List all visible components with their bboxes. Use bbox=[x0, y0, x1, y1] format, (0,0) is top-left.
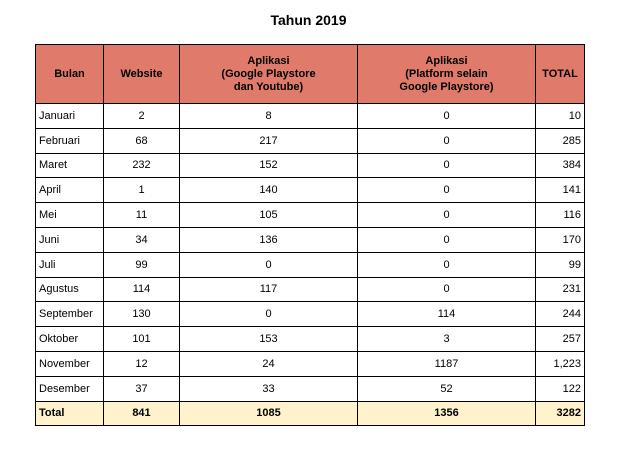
total-other: 1356 bbox=[358, 401, 536, 425]
data-table bbox=[35, 44, 585, 426]
cell-bulan: Desember bbox=[36, 376, 104, 401]
cell-website: 37 bbox=[104, 376, 180, 401]
cell-total: 257 bbox=[536, 327, 585, 352]
table-row bbox=[36, 351, 585, 376]
cell-website: 232 bbox=[104, 153, 180, 178]
total-google: 1085 bbox=[180, 401, 358, 425]
cell-google: 105 bbox=[180, 203, 358, 228]
table-row bbox=[36, 203, 585, 228]
header-app-other-line: (Platform selain bbox=[405, 67, 488, 80]
cell-total: 10 bbox=[536, 104, 585, 129]
table-row bbox=[36, 277, 585, 302]
cell-website: 1 bbox=[104, 178, 180, 203]
cell-website: 114 bbox=[104, 277, 180, 302]
cell-website: 11 bbox=[104, 203, 180, 228]
cell-bulan: November bbox=[36, 351, 104, 376]
table-body bbox=[36, 104, 585, 402]
cell-google: 33 bbox=[180, 376, 358, 401]
cell-bulan: Agustus bbox=[36, 277, 104, 302]
cell-other: 0 bbox=[358, 178, 536, 203]
cell-total: 141 bbox=[536, 178, 585, 203]
cell-website: 34 bbox=[104, 227, 180, 252]
cell-website: 99 bbox=[104, 252, 180, 277]
cell-bulan: Januari bbox=[36, 104, 104, 129]
header-app-google-line: (Google Playstore bbox=[221, 67, 316, 80]
cell-google: 152 bbox=[180, 153, 358, 178]
cell-other: 0 bbox=[358, 227, 536, 252]
cell-google: 153 bbox=[180, 327, 358, 352]
cell-bulan: April bbox=[36, 178, 104, 203]
header-website: Website bbox=[104, 45, 180, 104]
cell-other: 114 bbox=[358, 302, 536, 327]
cell-website: 12 bbox=[104, 351, 180, 376]
header-app-google-line: Aplikasi bbox=[247, 54, 290, 67]
cell-google: 140 bbox=[180, 178, 358, 203]
cell-website: 68 bbox=[104, 128, 180, 153]
cell-other: 1187 bbox=[358, 351, 536, 376]
table-row bbox=[36, 178, 585, 203]
cell-google: 0 bbox=[180, 302, 358, 327]
table-row bbox=[36, 104, 585, 129]
table-row bbox=[36, 302, 585, 327]
table-row bbox=[36, 327, 585, 352]
cell-bulan: September bbox=[36, 302, 104, 327]
cell-total: 122 bbox=[536, 376, 585, 401]
cell-other: 3 bbox=[358, 327, 536, 352]
cell-total: 285 bbox=[536, 128, 585, 153]
cell-total: 244 bbox=[536, 302, 585, 327]
cell-bulan: Februari bbox=[36, 128, 104, 153]
cell-other: 52 bbox=[358, 376, 536, 401]
header-row bbox=[36, 45, 585, 104]
cell-bulan: Maret bbox=[36, 153, 104, 178]
table-row bbox=[36, 128, 585, 153]
cell-bulan: Oktober bbox=[36, 327, 104, 352]
header-app-google-line: dan Youtube) bbox=[233, 80, 304, 93]
header-app-other-line: Google Playstore) bbox=[399, 80, 494, 93]
cell-total: 384 bbox=[536, 153, 585, 178]
cell-other: 0 bbox=[358, 252, 536, 277]
header-bulan: Bulan bbox=[36, 45, 104, 104]
header-app-google bbox=[180, 45, 358, 104]
cell-total: 99 bbox=[536, 252, 585, 277]
cell-google: 136 bbox=[180, 227, 358, 252]
cell-other: 0 bbox=[358, 128, 536, 153]
cell-bulan: Juni bbox=[36, 227, 104, 252]
cell-total: 231 bbox=[536, 277, 585, 302]
cell-other: 0 bbox=[358, 277, 536, 302]
cell-website: 101 bbox=[104, 327, 180, 352]
total-row bbox=[36, 401, 585, 425]
cell-total: 116 bbox=[536, 203, 585, 228]
total-label: Total bbox=[36, 401, 104, 425]
cell-website: 130 bbox=[104, 302, 180, 327]
total-website: 841 bbox=[104, 401, 180, 425]
cell-total: 170 bbox=[536, 227, 585, 252]
cell-other: 0 bbox=[358, 153, 536, 178]
header-app-other bbox=[358, 45, 536, 104]
table-row bbox=[36, 227, 585, 252]
table-row bbox=[36, 153, 585, 178]
header-total: TOTAL bbox=[536, 45, 585, 104]
cell-other: 0 bbox=[358, 104, 536, 129]
cell-google: 0 bbox=[180, 252, 358, 277]
cell-website: 2 bbox=[104, 104, 180, 129]
cell-google: 24 bbox=[180, 351, 358, 376]
cell-bulan: Mei bbox=[36, 203, 104, 228]
cell-total: 1,223 bbox=[536, 351, 585, 376]
page-title: Tahun 2019 bbox=[270, 12, 347, 28]
table-row bbox=[36, 376, 585, 401]
header-app-other-line: Aplikasi bbox=[425, 54, 468, 67]
cell-other: 0 bbox=[358, 203, 536, 228]
cell-google: 117 bbox=[180, 277, 358, 302]
cell-bulan: Juli bbox=[36, 252, 104, 277]
total-total: 3282 bbox=[536, 401, 585, 425]
cell-google: 8 bbox=[180, 104, 358, 129]
table-row bbox=[36, 252, 585, 277]
cell-google: 217 bbox=[180, 128, 358, 153]
